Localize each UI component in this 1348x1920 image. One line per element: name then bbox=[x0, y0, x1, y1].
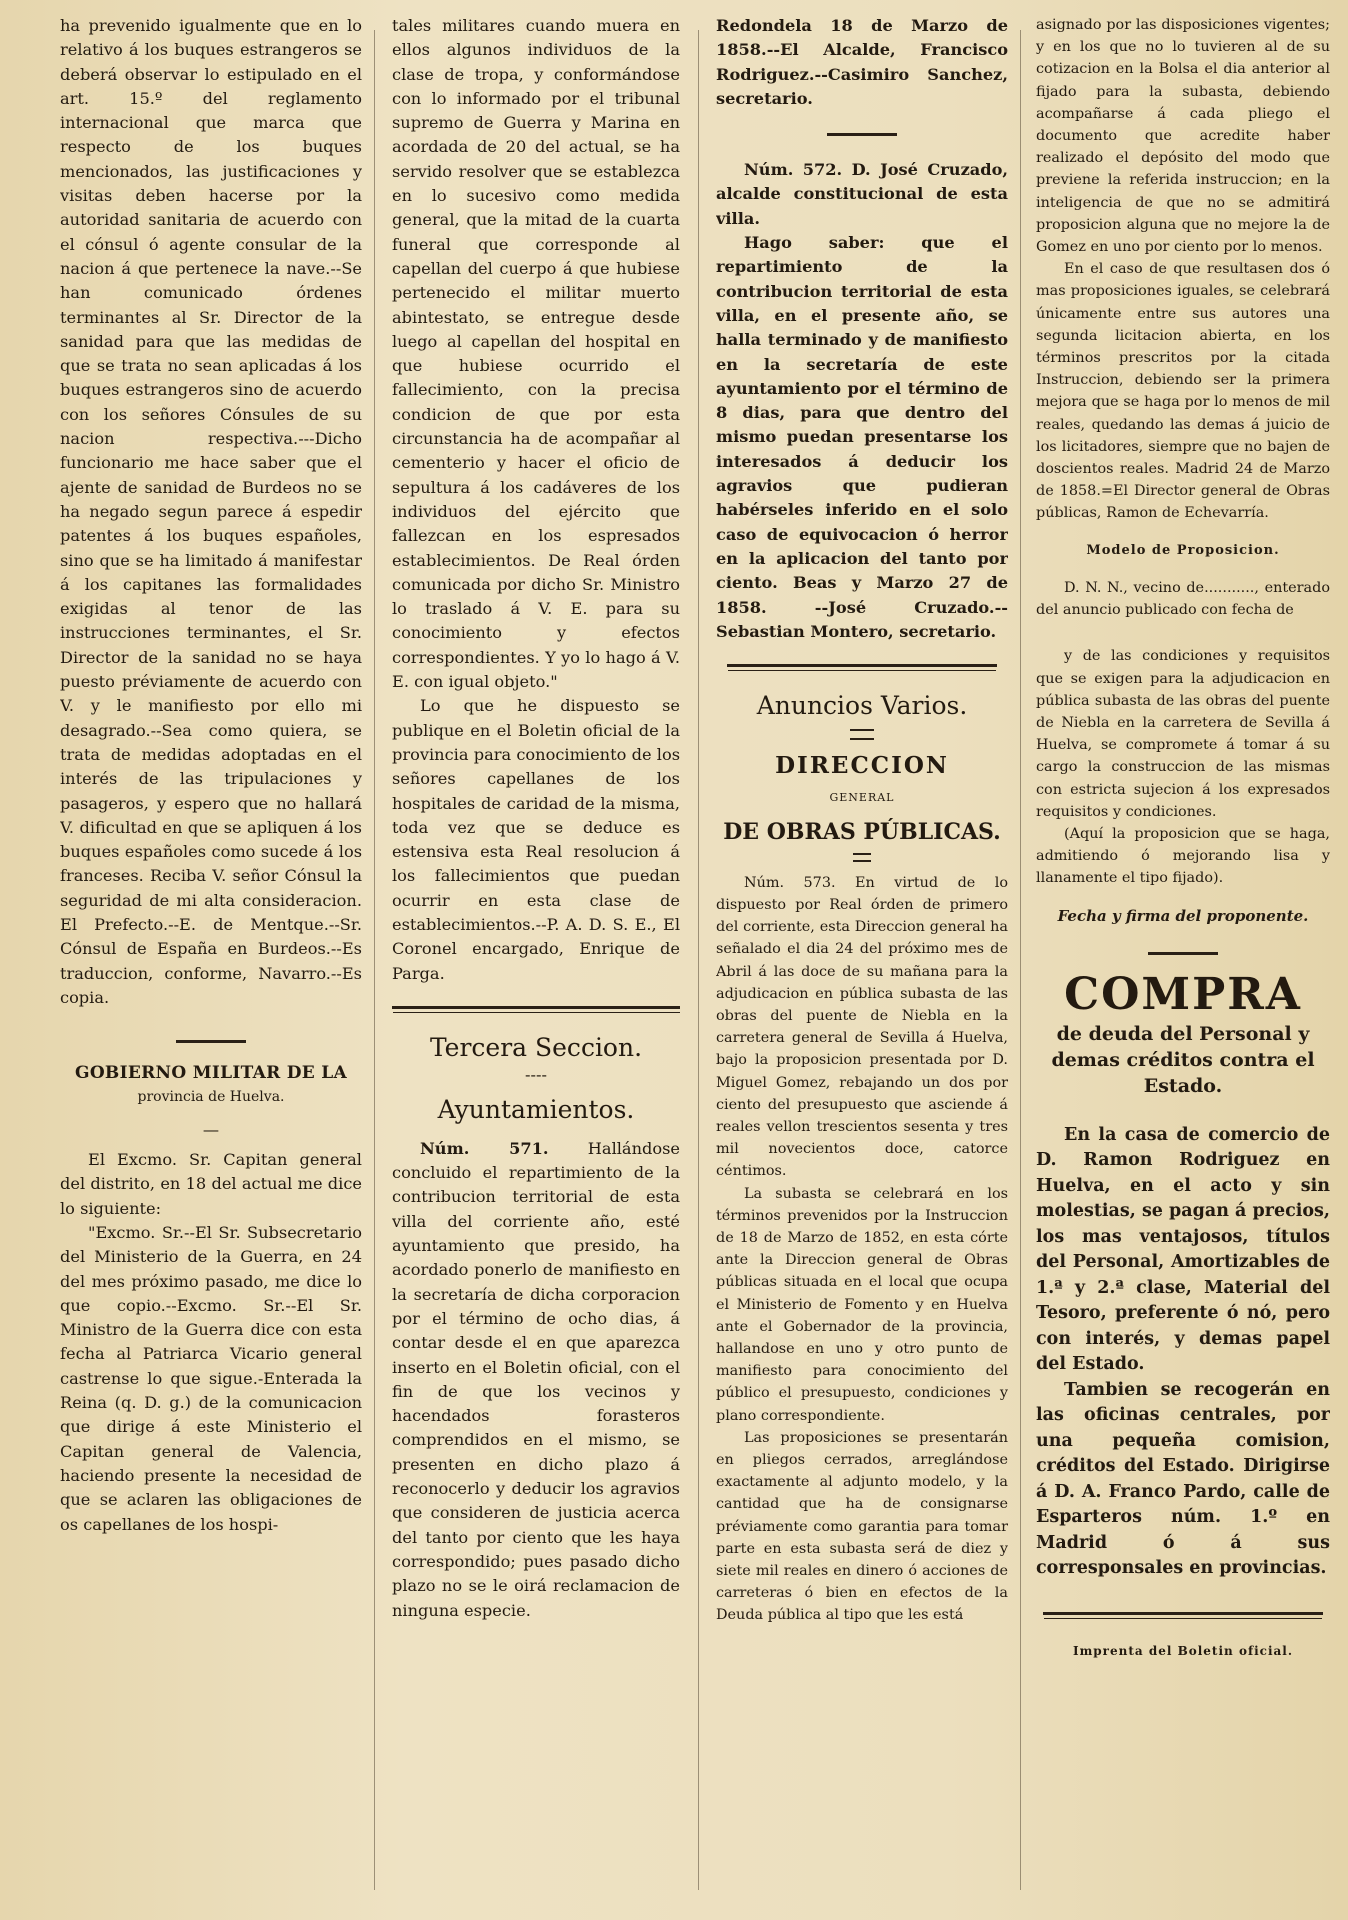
gobierno-quote: "Excmo. Sr.--El Sr. Subsecretario del Ministerio de la Guerra, en 24 del mes próximo pasado, me dice lo que copio.--Excmo. Sr.--El Sr. Ministro de la Guerra dice con esta fecha al Patriarca Vicario general castrense lo que sigue.-Enterada la Reina (q. D. g.) de la comunicacion que dirige á este Ministerio el Capitan general de Valencia, haciendo presente la necesidad de que se aclaren las obligaciones de os capellanes de los hospi- bbox=[60, 1222, 362, 1534]
column-2 bbox=[392, 14, 680, 1909]
imprenta-footer: Imprenta del Boletin oficial. bbox=[1072, 1643, 1294, 1658]
separator bbox=[1148, 952, 1218, 955]
compra-paragraph: En la casa de comercio de D. Ramon Rodriguez en Huelva, en el acto y sin molestias, se pagan á precios, los mas ventajosos, títulos del Personal, Amortizables de 1.ª y 2.ª clase, Material del Tesoro, preferente ó nó, pero con interés, y demas papel del Estado. bbox=[1036, 1124, 1330, 1375]
notice-573-text: En virtud de lo dispuesto por Real órden de primero del corriente, esta Direccion general ha señalado el dia 24 del próximo mes de Abril á las doce de su mañana para la adjudicacion en pública subasta de las obras del puente de Niebla en la carretera general de Sevilla á Huelva, bajo la proposicion presentada por D. Miguel Gomez, rebajando un dos por ciento del presupuesto que asciende á reales vellon trescientos sesenta y tres mil novecientos doce, catorce céntimos. bbox=[716, 874, 1008, 1180]
double-rule bbox=[850, 729, 874, 740]
separator bbox=[827, 133, 897, 136]
column-4 bbox=[1036, 14, 1330, 1909]
anuncios-title: Anuncios Varios. bbox=[756, 691, 968, 721]
article-continuation: asignado por las disposiciones vigentes; y en los que no lo tuvieren al de su cotizacion en la Bolsa el dia anterior al fijado para la subasta, debiendo acompañarse á cada pliego el documento que acredite haber realizado el depósito del modo que previene la referida instruccion; en la inteligencia de que no se admitirá proposicion alguna que no mejore la de Gomez en uno por ciento por lo menos. bbox=[1036, 17, 1330, 256]
subsection-title: Ayuntamientos. bbox=[437, 1094, 635, 1124]
double-rule bbox=[853, 853, 871, 862]
column-divider bbox=[374, 30, 375, 1890]
article-paragraph: Lo que he dispuesto se publique en el Boletin oficial de la provincia para conocimiento de los señores capellanes de los hospitales de caridad de la misma, toda vez que se deduce es estensiva esta Real resolucion á los fallecimientos que puedan ocurrir en esta clase de establecimientos.--P. A. D. S. E., El Coronel encargado, Enrique de Parga. bbox=[392, 696, 680, 983]
compra-paragraph: Tambien se recogerán en las oficinas centrales, por una pequeña comision, créditos del Estado. Dirigirse á D. A. Franco Pardo, calle de Esparteros núm. 1.º en Madrid ó á sus corresponsales en provincias. bbox=[1036, 1379, 1330, 1579]
direccion-general: GENERAL bbox=[829, 791, 895, 805]
direccion-title: DIRECCION bbox=[775, 752, 949, 780]
notice-572-text: Hago saber: que el repartimiento de la contribucion territorial de esta villa, en el presente año, se halla terminado y de manifiesto en la secretaría de este ayuntamiento por el término de 8 dias, para que dentro del mismo puedan presentarse los interesados á deducir los agravios que pudieran habérseles inferido en el solo caso de equivocacion ó herror en la aplicacion del tanto por ciento. Beas y Marzo 27 de 1858. --José Cruzado.--Sebastian Montero, secretario. bbox=[716, 233, 1008, 641]
dash-ornament: ---- bbox=[525, 1064, 547, 1084]
modelo-paragraph: D. N. N., vecino de..........., enterado del anuncio publicado con fecha de bbox=[1036, 579, 1330, 619]
notice-573-proposiciones: Las proposiciones se presentarán en pliegos cerrados, arreglándose exactamente al adjunto modelo, y la cantidad que ha de consignarse préviamente como garantia para tomar parte en esta subasta será de diez y siete mil reales en dinero ó acciones de carreteras ó bien en efectos de la Deuda pública al tipo que les está bbox=[716, 1429, 1008, 1624]
section-separator bbox=[727, 664, 997, 667]
article-continuation: tales militares cuando muera en ellos algunos individuos de la clase de tropa, y conformándose con lo informado por el tribunal supremo de Guerra y Marina en acordada de 20 del actual, se ha servido resolver que se establezca en lo sucesivo como medida general, que la mitad de la cuarta funeral que corresponde al capellan del cuerpo á que hubiese pertenecido el militar muerto abintestato, se entregue desde luego al capellan del hospital en que hubiese ocurrido el fallecimiento, con la precisa condicion de que por esta circunstancia ha de acompañar al cementerio y hacer el oficio de sepultura á los cadáveres de los individuos del ejército que fallezcan en los espresados establecimientos. De Real órden comunicada por dicho Sr. Ministro lo traslado á V. E. para su conocimiento y efectos correspondientes. Y yo lo hago á V. E. con igual objeto." bbox=[392, 16, 680, 692]
modelo-paragraph: y de las condiciones y requisitos que se exigen para la adjudicacion en pública subasta de las obras del puente de Niebla en la carretera de Sevilla á Huelva, se compromete á tomar á su cargo la construccion de las mismas con estricta sujecion á los expresados requisitos y condiciones. bbox=[1036, 648, 1330, 820]
column-3 bbox=[716, 14, 1008, 1909]
modelo-paragraph: (Aquí la proposicion que se haga, admitiendo ó mejorando lisa y llanamente el tipo fijado). bbox=[1036, 826, 1330, 887]
section-title: Tercera Seccion. bbox=[429, 1032, 643, 1062]
column-divider bbox=[698, 30, 699, 1890]
article-continuation: ha prevenido igualmente que en lo relativo á los buques estrangeros se deberá observar lo estipulado en el art. 15.º del reglamento internacional que marca que respecto de los buques mencionados, las justificaciones y visitas deben hacerse por la autoridad sanitaria de acuerdo con el cónsul ó agente consular de la nacion á que pertenece la nave.--Se han comunicado órdenes terminantes al Sr. Director de la sanidad para que las medidas de que se trata no sean aplicadas á los buques estrangeros sino de acuerdo con los señores Cónsules de su nacion respectiva.---Dicho funcionario me hace saber que el ajente de sanidad de Burdeos no se ha negado segun parece á espedir patentes á los buques españoles, sino que se ha limitado á manifestar á los capitanes las formalidades exigidas al tenor de las instrucciones terminantes, el Sr. Director de la sanidad no se haya puesto préviamente de acuerdo con V. y le manifiesto por ello mi desagrado.--Sea como quiera, se trata de medidas adoptadas en el interés de las tripulaciones y pasageros, y espero que no hallará V. dificultad en que se apliquen á los buques españoles como sucede á los franceses. Reciba V. señor Cónsul la seguridad de mi alta consideracion. El Prefecto.--E. de Mentque.--Sr. Cónsul de España en Burdeos.--Es traduccion, conforme, Navarro.--Es copia. bbox=[60, 16, 362, 1007]
notice-572-heading: D. José Cruzado, alcalde constitucional de esta villa. bbox=[716, 160, 1008, 228]
separator bbox=[1043, 1612, 1323, 1615]
dash-ornament: — bbox=[202, 1119, 220, 1139]
notice-number: Núm. 573. bbox=[744, 874, 836, 891]
separator bbox=[176, 1040, 246, 1043]
blank-line bbox=[1036, 621, 1330, 645]
notice-number: Núm. 572. bbox=[744, 160, 843, 180]
column-1 bbox=[60, 14, 362, 1909]
direccion-obras-title: DE OBRAS PÚBLICAS. bbox=[723, 818, 1001, 845]
gobierno-paragraph: El Excmo. Sr. Capitan general del distrito, en 18 del actual me dice lo siguiente: bbox=[60, 1150, 362, 1218]
compra-title: COMPRA bbox=[1064, 968, 1302, 1020]
gobierno-militar-subtitle: provincia de Huelva. bbox=[137, 1089, 285, 1106]
notice-number: Núm. 571. bbox=[420, 1138, 549, 1158]
column-divider bbox=[1020, 30, 1021, 1890]
notice-571-text: Hallándose concluido el repartimiento de la contribucion territorial de esta villa del corriente año, esté ayuntamiento que presido, ha acordado ponerlo de manifiesto en la secretaría de dicha corporacion por el término de ocho dias, á contar desde el en que aparezca inserto en el Boletin oficial, con el fin de que los vecinos y hacendados forasteros comprendidos en el mismo, se presenten en dicho plazo á reconocerlo y deducir los agravios que consideren de justicia acerca del tanto por ciento que les haya correspondido; pues pasado dicho plazo no se le oirá reclamacion de ninguna especie. bbox=[392, 1138, 680, 1620]
article-paragraph: En el caso de que resultasen dos ó mas proposiciones iguales, se celebrará únicamente entre sus autores una segunda licitacion abierta, en los términos prescritos por la citada Instruccion, debiendo ser la primera mejora que se haga por lo menos de mil reales, quedando las demas á juicio de los licitadores, siempre que no bajen de doscientos reales. Madrid 24 de Marzo de 1858.=El Director general de Obras públicas, Ramon de Echevarría. bbox=[1036, 261, 1330, 522]
firma-line: Fecha y firma del proponente. bbox=[1057, 906, 1309, 925]
section-separator bbox=[392, 1006, 680, 1009]
notice-signature: Redondela 18 de Marzo de 1858.--El Alcalde, Francisco Rodriguez.--Casimiro Sanchez, secretario. bbox=[716, 16, 1008, 108]
gobierno-militar-title: GOBIERNO MILITAR DE LA bbox=[75, 1063, 347, 1084]
modelo-title: Modelo de Proposicion. bbox=[1086, 542, 1280, 558]
notice-573-subasta: La subasta se celebrará en los términos prevenidos por la Instruccion de 18 de Marzo de 1852, en esta córte ante la Direccion general de Obras públicas situada en el local que ocupa el Ministerio de Fomento y en Huelva ante el Gobernador de la provincia, hallandose en uno y otro punto de manifiesto para conocimiento del público el presupuesto, condiciones y plano correspondiente. bbox=[716, 1185, 1008, 1424]
compra-subtitle: de deuda del Personal y demas créditos contra el Estado. bbox=[1051, 1022, 1315, 1097]
